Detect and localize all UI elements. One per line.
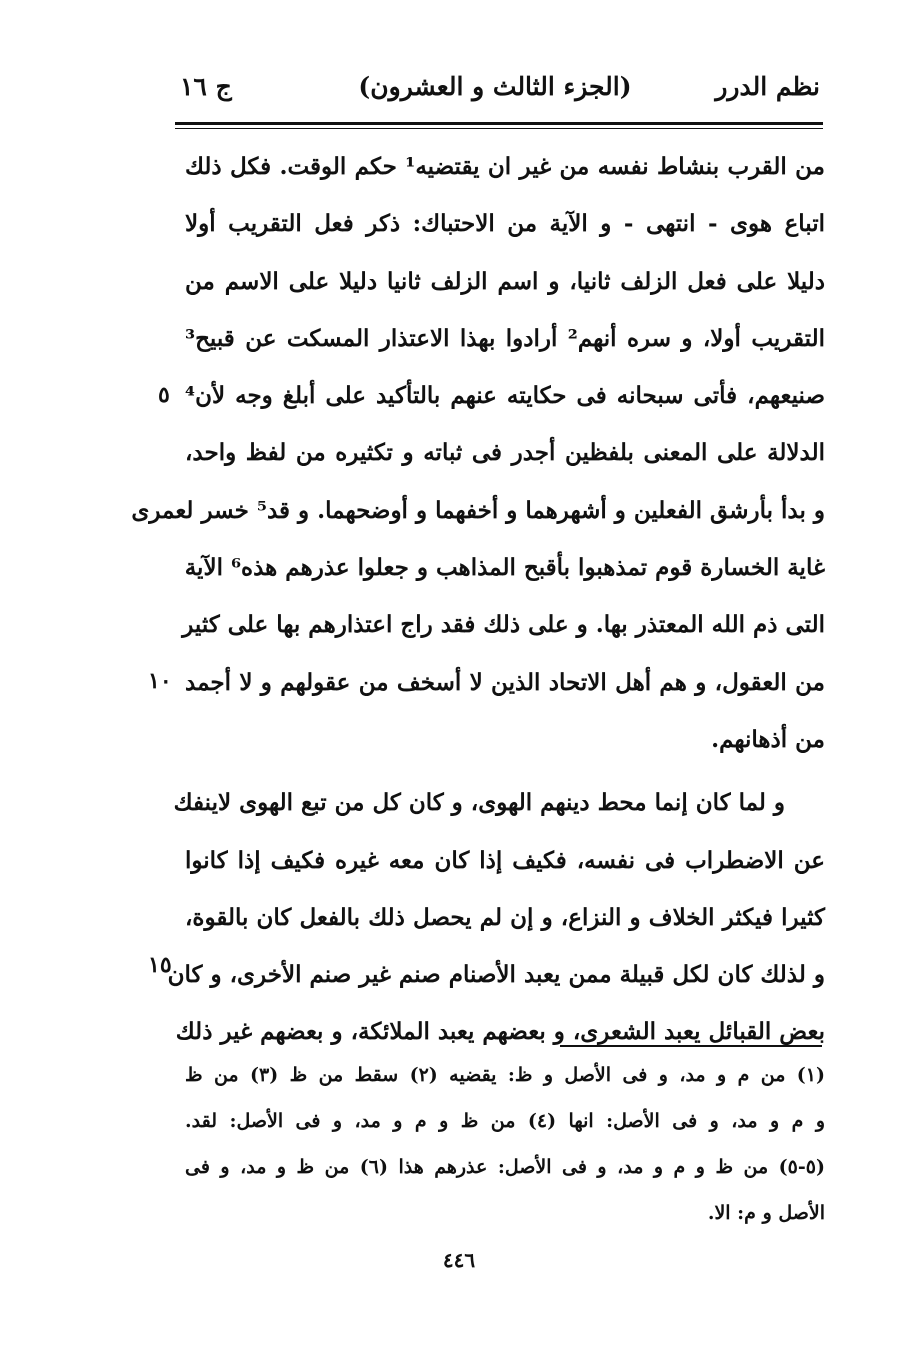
header-rule-thin [175,128,823,129]
text-line: التقريب أولا، و سره أنهم² أرادوا بهذا الاعتذار المسكت عن قبيح³ [185,324,825,352]
text-line: الدلالة على المعنى بلفظين أجدر فى ثباته و تكثيره من لفظ واحد، [185,439,825,467]
text-line: بعض القبائل يعبد الشعرى، و بعضهم يعبد الملائكة، و بعضهم غير ذلك [175,1018,825,1046]
part-title: (الجزء الثالث و العشرون) [358,72,632,101]
footnote-rule [560,1045,822,1047]
page-number: ٤٤٦ [442,1248,476,1272]
book-title: نظم الدرر [715,72,820,101]
text-line: دليلا على فعل الزلف ثانيا، و اسم الزلف ثانيا دليلا على الاسم من [185,267,825,295]
footnote-line: (٥-٥) من ظ و م و مد، و فى الأصل: عذرهم هذا (٦) من ظ و مد، و فى [185,1156,825,1178]
text-line: و لذلك كان لكل قبيلة ممن يعبد الأصنام صنم غير صنم الأخرى، و كان [167,961,825,989]
footnote-line: الأصل و م: الا. [707,1202,825,1224]
footnote-line: (١) من م و مد، و فى الأصل و ظ: يقضيه (٢) سقط من ظ (٣) من ظ [185,1064,825,1086]
text-line: من أذهانهم. [711,725,825,753]
text-line: اتباع هوى - انتهى - و الآية من الاحتباك: ذكر فعل التقريب أولا [185,210,825,238]
text-line: من العقول، و هم أهل الاتحاد الذين لا أسخف من عقولهم و لا أجمد [185,668,825,696]
line-number-5: ٥ [158,382,170,408]
text-line: من القرب بنشاط نفسه من غير ان يقتضيه¹ حكم الوقت. فكل ذلك [185,153,825,180]
text-line: غاية الخسارة قوم تمذهبوا بأقبح المذاهب و جعلوا عذرهم هذه⁶ الآية [184,554,825,582]
text-line: التى ذم الله المعتذر بها. و على ذلك فقد راج اعتذارهم بها على كثير [182,611,825,639]
header-rule [175,122,823,125]
text-line: عن الاضطراب فى نفسه، فكيف إذا كان معه غيره فكيف إذا كانوا [185,846,825,874]
volume-number: ج ١٦ [180,72,232,101]
page-header [170,72,820,112]
line-number-15: ١٥ [148,952,172,978]
text-line: كثيرا فيكثر الخلاف و النزاع، و إن لم يحصل ذلك بالفعل كان بالقوة، [185,903,825,931]
text-line: و بدأ بأرشق الفعلين و أشهرهما و أخفهما و أوضحهما. و قد⁵ خسر لعمرى [131,496,825,524]
line-number-10: ١٠ [148,668,172,694]
text-line: و لما كان إنما محط دينهم الهوى، و كان كل من تبع الهوى لاينفك [173,789,785,817]
footnotes [185,1052,825,1236]
footnote-line: و م و مد، و فى الأصل: انها (٤) من ظ و م و مد، و فى الأصل: لقد. [185,1110,825,1132]
text-line: صنيعهم، فأتى سبحانه فى حكايته عنهم بالتأكيد على أبلغ وجه لأن⁴ [185,382,825,410]
